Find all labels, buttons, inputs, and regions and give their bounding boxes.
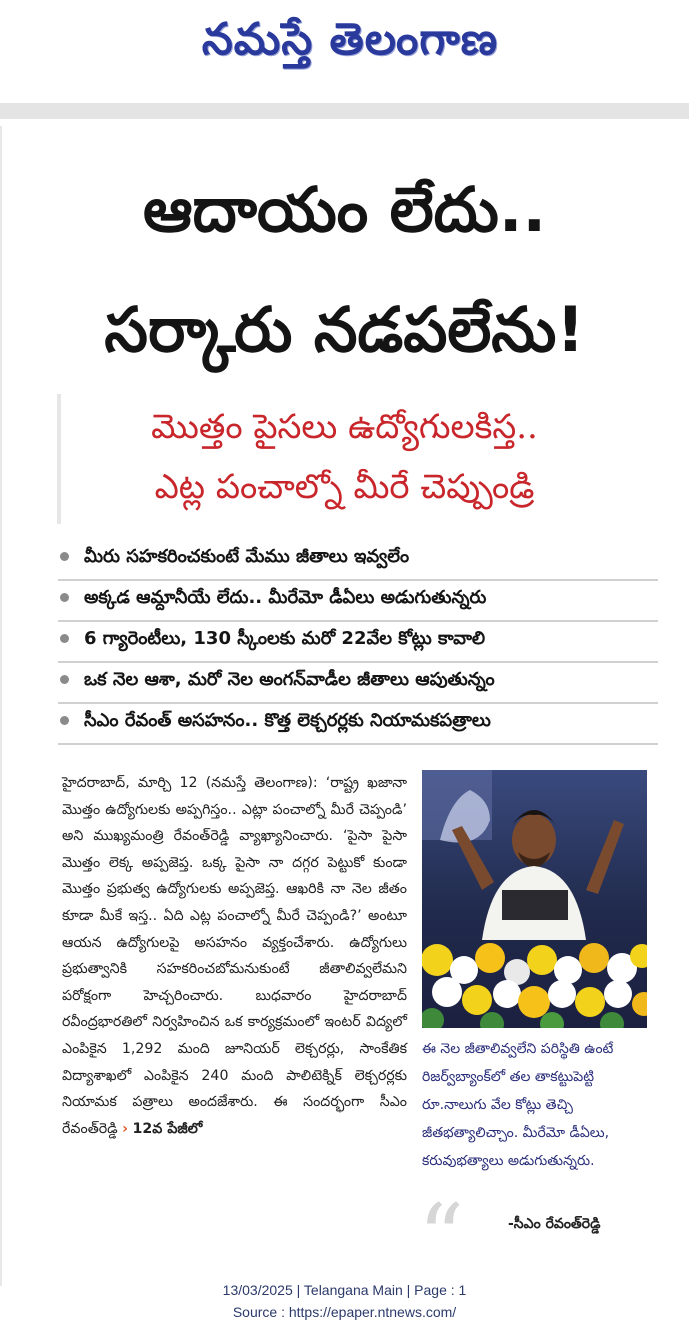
bullet-list xyxy=(58,540,658,745)
bullet-dot-icon xyxy=(60,716,69,725)
quote-mark-icon: “ xyxy=(418,1185,465,1290)
bullet-dot-icon xyxy=(60,552,69,561)
bullet-item xyxy=(58,622,658,663)
bullet-item xyxy=(58,540,658,581)
cm-speech-photo xyxy=(422,770,647,1028)
continued-arrow-icon: › xyxy=(122,1120,129,1137)
bullet-dot-icon xyxy=(60,593,69,602)
quote-text: ఈ నెల జీతాలివ్వలేని పరిస్థితి ఉంటే రిజర్వ్‌బ్యాంక్‌లో తల తాకట్టుపెట్టి రూ.నాలుగు వేల కోట్లు తెచ్చి జీతభత్యాలిచ్చాం. మీరేమో డీఏలు, కరువుభత్యాలు అడుగుతున్నరు. xyxy=(422,1041,614,1169)
bullet-item xyxy=(58,581,658,622)
headline-line-2: సర్కారు నడపలేను! xyxy=(104,293,585,366)
masthead xyxy=(0,0,689,100)
bullet-item xyxy=(58,663,658,704)
masthead-divider xyxy=(0,103,689,119)
bullet-text: 6 గ్యారెంటీలు, 130 స్కీంలకు మరో 22వేల కోట్లు కావాలి xyxy=(84,628,486,649)
bullet-dot-icon xyxy=(60,675,69,684)
article-body xyxy=(62,770,407,1142)
footer-source-link[interactable]: Source : https://epaper.ntnews.com/ xyxy=(232,1304,457,1320)
headline-line-1: ఆదాయం లేదు.. xyxy=(143,173,546,246)
bullet-text: సీఎం రేవంత్ అసహనం.. కొత్త లెక్చరర్లకు నియామకపత్రాలు xyxy=(84,710,491,731)
quote-author: -సీఎం రేవంత్‌రెడ్డి xyxy=(508,1216,601,1232)
newspaper-logo: నమస్తే తెలంగాణ xyxy=(201,14,499,65)
bullet-dot-icon xyxy=(60,634,69,643)
footer-edition-info: 13/03/2025 | Telangana Main | Page : 1 xyxy=(222,1282,467,1298)
bullet-text: అక్కడ ఆమ్దానీయే లేదు.. మీరేమో డీఏలు అడుగుతున్నరు xyxy=(84,587,487,608)
cm-quote xyxy=(422,1035,647,1175)
continued-page-ref[interactable]: 12వ పేజీలో xyxy=(132,1120,203,1137)
article-text: హైదరాబాద్, మార్చి 12 (నమస్తే తెలంగాణ): ‘రాష్ట్ర ఖజానా మొత్తం ఉద్యోగులకు అప్పగిస్తం.. ఎట్లా పంచాల్నో మీరే చెప్పండి’ అని ముఖ్యమంత్రి రేవంత్‌రెడ్డి వ్యాఖ్యానించారు. ‘పైసా పైసా మొత్తం లెక్క అప్పజెప్త. ఒక్క పైసా నా దగ్గర పెట్టుకో కుండా మొత్తం ప్రభుత్వ ఉద్యోగులకు అప్పజెప్త. ఆఖరికి నా నెల జీతం కూడా మీకే ఇస్త.. ఏది ఎట్ల పంచాల్నో మీరే చెప్పండి?’ అంటూ ఆయన ఉద్యోగులపై అసహనం వ్యక్తంచేశారు. ఉద్యోగులు ప్రభుత్వానికి సహకరించబోమనుకుంటే జీతాలివ్వలేమని పరోక్షంగా హెచ్చరించారు. బుధవారం హైదరాబాద్ రవీంద్రభారతిలో నిర్వహించిన ఒక కార్యక్రమంలో ఇంటర్ విద్యలో ఎంపికైన 1,292 మంది జూనియర్ లెక్చరర్లు, సాంకేతిక విద్యాశాఖలో ఎంపికైన 240 మంది పాలిటెక్నిక్ లెక్చరర్లకు నియామక పత్రాలు అందజేశారు. ఈ సందర్భంగా సీఎం రేవంత్‌రెడ్డి xyxy=(62,775,407,1137)
subheadline-line-2: ఎట్ల పంచాల్నో మీరే చెప్పుండ్రి xyxy=(154,467,535,507)
bullet-item xyxy=(58,704,658,745)
bullet-text: ఒక నెల ఆశా, మరో నెల అంగన్‌వాడీల జీతాలు ఆపుతున్నం xyxy=(84,669,495,690)
bullet-text: మీరు సహకరించకుంటే మేము జీతాలు ఇవ్వలేం xyxy=(84,546,410,567)
subheadline-line-1: మొత్తం పైసలు ఉద్యోగులకిస్త.. xyxy=(151,407,538,447)
